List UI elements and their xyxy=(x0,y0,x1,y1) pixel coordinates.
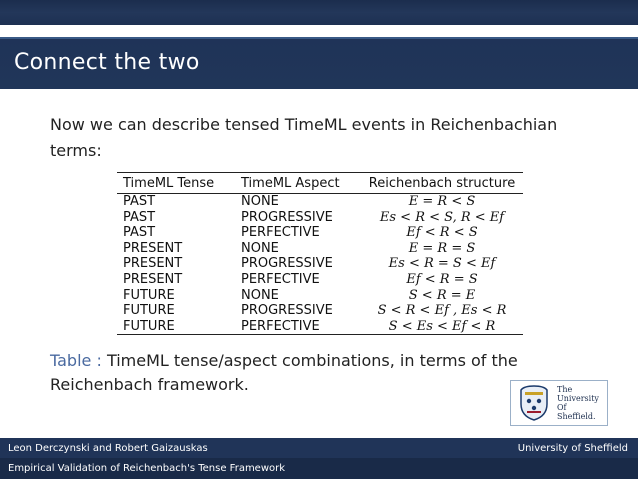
tense-aspect-table xyxy=(117,172,523,335)
table-row xyxy=(117,319,523,335)
table-row xyxy=(117,272,523,288)
aspect-cell: PROGRESSIVE xyxy=(241,303,333,319)
footer-authors: Leon Derczynski and Robert Gaizauskas xyxy=(8,443,208,454)
table-row xyxy=(117,241,523,257)
tense-cell: FUTURE xyxy=(117,319,235,335)
caption-text: TimeML tense/aspect combinations, in terms of the Reichenbach framework. xyxy=(50,351,518,394)
column-header: Reichenbach structure xyxy=(361,173,523,194)
structure-cell: S < R < Ef , Es < R xyxy=(377,303,507,319)
footer-talk-title: Empirical Validation of Reichenbach's Tense Framework xyxy=(8,463,286,474)
aspect-cell: PROGRESSIVE xyxy=(241,256,333,272)
logo-line: University xyxy=(557,394,599,403)
footer-top-bar xyxy=(0,438,638,458)
aspect-cell: NONE xyxy=(241,240,279,256)
footer-bottom-bar xyxy=(0,458,638,479)
aspect-cell: NONE xyxy=(241,287,279,303)
logo-line: Of xyxy=(557,403,567,412)
table-row xyxy=(117,225,523,241)
logo-text xyxy=(557,385,599,421)
header-bar xyxy=(0,0,638,25)
tense-cell: PRESENT xyxy=(123,240,183,256)
aspect-cell: PROGRESSIVE xyxy=(241,209,333,225)
tense-cell: PAST xyxy=(123,209,156,225)
tense-cell: FUTURE xyxy=(123,303,175,319)
column-header: TimeML Tense xyxy=(117,173,235,194)
table-row xyxy=(117,256,523,272)
structure-cell: Ef < R = S xyxy=(406,271,478,287)
table-row xyxy=(117,288,523,304)
structure-cell: E = R < S xyxy=(408,194,476,209)
structure-cell: S < Es < Ef < R xyxy=(361,319,523,335)
table-row xyxy=(117,210,523,226)
tense-cell: PAST xyxy=(123,194,156,209)
table-row xyxy=(117,194,523,210)
aspect-cell: PERFECTIVE xyxy=(241,271,320,287)
structure-cell: E = R = S xyxy=(408,240,476,256)
tense-cell: PAST xyxy=(123,225,156,241)
column-header: TimeML Aspect xyxy=(235,173,361,194)
aspect-cell: PERFECTIVE xyxy=(235,319,361,335)
aspect-cell: PERFECTIVE xyxy=(241,225,320,241)
intro-text: Now we can describe tensed TimeML events in Reichenbachian terms: xyxy=(50,115,558,160)
tense-cell: PRESENT xyxy=(123,271,183,287)
footer-institution: University of Sheffield xyxy=(517,443,628,454)
structure-cell: Ef < R < S xyxy=(406,225,478,241)
table-row xyxy=(117,303,523,319)
aspect-cell: NONE xyxy=(241,194,279,209)
caption-label: Table : xyxy=(50,351,102,370)
logo-line: Sheffield. xyxy=(557,412,596,421)
university-logo xyxy=(510,380,608,426)
tense-cell: PRESENT xyxy=(123,256,183,272)
structure-cell: Es < R < S, R < Ef xyxy=(379,209,505,225)
university-shield-icon xyxy=(516,384,552,422)
structure-cell: Es < R = S < Ef xyxy=(388,256,496,272)
slide-title-bar xyxy=(0,37,638,89)
logo-line: The xyxy=(557,385,573,394)
slide-title: Connect the two xyxy=(14,50,200,75)
tense-cell: FUTURE xyxy=(123,287,175,303)
table-header-row xyxy=(117,173,523,194)
structure-cell: S < R = E xyxy=(408,287,476,303)
